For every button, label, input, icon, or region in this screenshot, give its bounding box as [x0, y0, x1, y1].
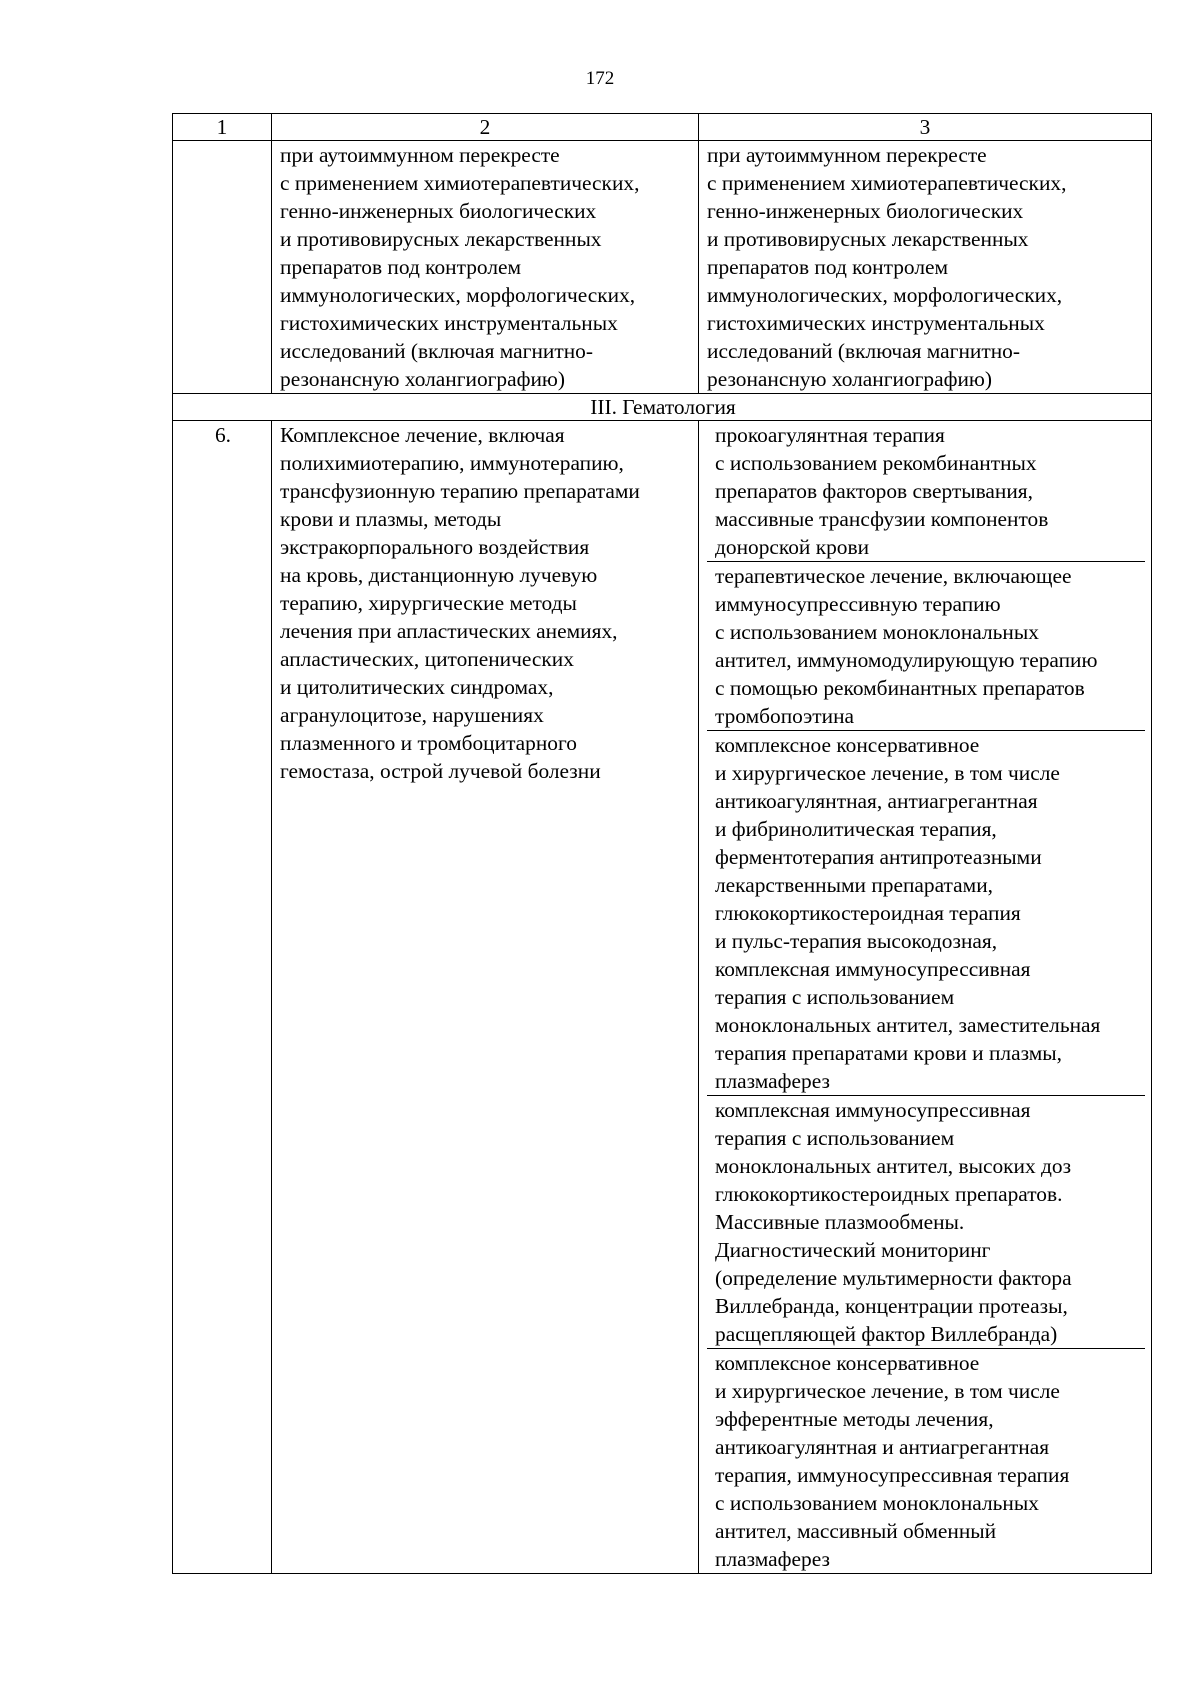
method-line: моноклональных антител, высоких доз — [715, 1154, 1072, 1178]
method-block — [707, 421, 1145, 562]
method-line: антикоагулянтная, антиагрегантная — [715, 789, 1038, 813]
description-line: экстракорпорального воздействия — [280, 535, 590, 559]
method-line: гистохимических инструментальных — [707, 311, 1045, 335]
description-line: исследований (включая магнитно- — [280, 339, 593, 363]
description-line: апластических, цитопенических — [280, 647, 574, 671]
method-line: комплексная иммуносупрессивная — [715, 1098, 1031, 1122]
methods-list — [707, 421, 1145, 1573]
section-title: III. Гематология — [173, 394, 1152, 421]
method-line: ферментотерапия антипротеазными — [715, 845, 1042, 869]
column-header-2: 2 — [272, 114, 699, 141]
method-line: тромбопоэтина — [715, 704, 855, 728]
method-line: прокоагулянтная терапия — [715, 423, 945, 447]
method-line: комплексная иммуносупрессивная — [715, 957, 1031, 981]
continuation-description-cell — [272, 141, 699, 394]
description-line: трансфузионную терапию препаратами — [280, 479, 640, 503]
description-line: иммунологических, морфологических, — [280, 283, 636, 307]
method-line: препаратов факторов свертывания, — [715, 479, 1033, 503]
description-line: полихимиотерапию, иммунотерапию, — [280, 451, 624, 475]
description-line: крови и плазмы, методы — [280, 507, 502, 531]
method-line: генно-инженерных биологических — [707, 199, 1024, 223]
description-line: плазменного и тромбоцитарного — [280, 731, 577, 755]
method-line: иммунологических, морфологических, — [707, 283, 1063, 307]
description-line: и цитолитических синдромах, — [280, 675, 554, 699]
method-line: Диагностический мониторинг — [715, 1238, 991, 1262]
table-header-row — [173, 114, 1152, 141]
continuation-number-cell — [173, 141, 272, 394]
column-header-1: 1 — [173, 114, 272, 141]
description-line: гемостаза, острой лучевой болезни — [280, 759, 601, 783]
column-header-3: 3 — [699, 114, 1152, 141]
method-line: терапия с использованием — [715, 985, 955, 1009]
item-description-cell — [272, 421, 699, 1574]
method-line: Массивные плазмообмены. — [715, 1210, 965, 1234]
method-line: лекарственными препаратами, — [715, 873, 993, 897]
method-line: с использованием рекомбинантных — [715, 451, 1037, 475]
method-line: антител, массивный обменный — [715, 1519, 997, 1543]
method-line: комплексное консервативное — [715, 1351, 980, 1375]
method-block — [707, 731, 1145, 1096]
description-line: агранулоцитозе, нарушениях — [280, 703, 544, 727]
method-line: массивные трансфузии компонентов — [715, 507, 1049, 531]
method-line: терапевтическое лечение, включающее — [715, 564, 1072, 588]
description-line: препаратов под контролем — [280, 255, 522, 279]
method-line: антикоагулянтная и антиагрегантная — [715, 1435, 1050, 1459]
description-line: терапию, хирургические методы — [280, 591, 577, 615]
description-line: при аутоиммунном перекресте — [280, 143, 560, 167]
method-line: с использованием моноклональных — [715, 1491, 1039, 1515]
method-line: резонансную холангиографию) — [707, 367, 993, 391]
method-block — [707, 562, 1145, 731]
table-row-item-6 — [173, 421, 1152, 1574]
method-line: моноклональных антител, заместительная — [715, 1013, 1101, 1037]
description-line: и противовирусных лекарственных — [280, 227, 602, 251]
method-line: с применением химиотерапевтических, — [707, 171, 1067, 195]
method-line: терапия с использованием — [715, 1126, 955, 1150]
description-line: генно-инженерных биологических — [280, 199, 597, 223]
description-line: с применением химиотерапевтических, — [280, 171, 640, 195]
method-line: комплексное консервативное — [715, 733, 980, 757]
method-line: и фибринолитическая терапия, — [715, 817, 997, 841]
method-line: эфферентные методы лечения, — [715, 1407, 994, 1431]
item-methods-cell — [699, 421, 1152, 1574]
method-line: иммуносупрессивную терапию — [715, 592, 1001, 616]
method-line: расщепляющей фактор Виллебранда) — [715, 1322, 1058, 1346]
method-line: терапия, иммуносупрессивная терапия — [715, 1463, 1070, 1487]
continuation-method-cell — [699, 141, 1152, 394]
method-line: плазмаферез — [715, 1069, 830, 1093]
description-line: гистохимических инструментальных — [280, 311, 618, 335]
item-number-cell: 6. — [173, 421, 272, 1574]
method-line: и пульс-терапия высокодозная, — [715, 929, 998, 953]
section-row-hematology — [173, 394, 1152, 421]
method-line: и противовирусных лекарственных — [707, 227, 1029, 251]
method-line: с использованием моноклональных — [715, 620, 1039, 644]
table-row-continuation — [173, 141, 1152, 394]
method-line: донорской крови — [715, 535, 870, 559]
page-number: 172 — [585, 68, 615, 89]
treatment-table — [172, 113, 1152, 1574]
method-block — [707, 1096, 1145, 1349]
method-line: исследований (включая магнитно- — [707, 339, 1020, 363]
method-line: глюкокортикостероидных препаратов. — [715, 1182, 1063, 1206]
method-line: с помощью рекомбинантных препаратов — [715, 676, 1085, 700]
description-line: резонансную холангиографию) — [280, 367, 566, 391]
method-line: плазмаферез — [715, 1547, 830, 1571]
method-line: и хирургическое лечение, в том числе — [715, 761, 1060, 785]
description-line: лечения при апластических анемиях, — [280, 619, 618, 643]
method-line: антител, иммуномодулирующую терапию — [715, 648, 1098, 672]
method-line: препаратов под контролем — [707, 255, 949, 279]
description-line: Комплексное лечение, включая — [280, 423, 565, 447]
method-line: при аутоиммунном перекресте — [707, 143, 987, 167]
method-block — [707, 1349, 1145, 1573]
method-line: и хирургическое лечение, в том числе — [715, 1379, 1060, 1403]
method-line: Виллебранда, концентрации протеазы, — [715, 1294, 1068, 1318]
method-line: терапия препаратами крови и плазмы, — [715, 1041, 1062, 1065]
method-line: (определение мультимерности фактора — [715, 1266, 1072, 1290]
method-line: глюкокортикостероидная терапия — [715, 901, 1021, 925]
description-line: на кровь, дистанционную лучевую — [280, 563, 598, 587]
